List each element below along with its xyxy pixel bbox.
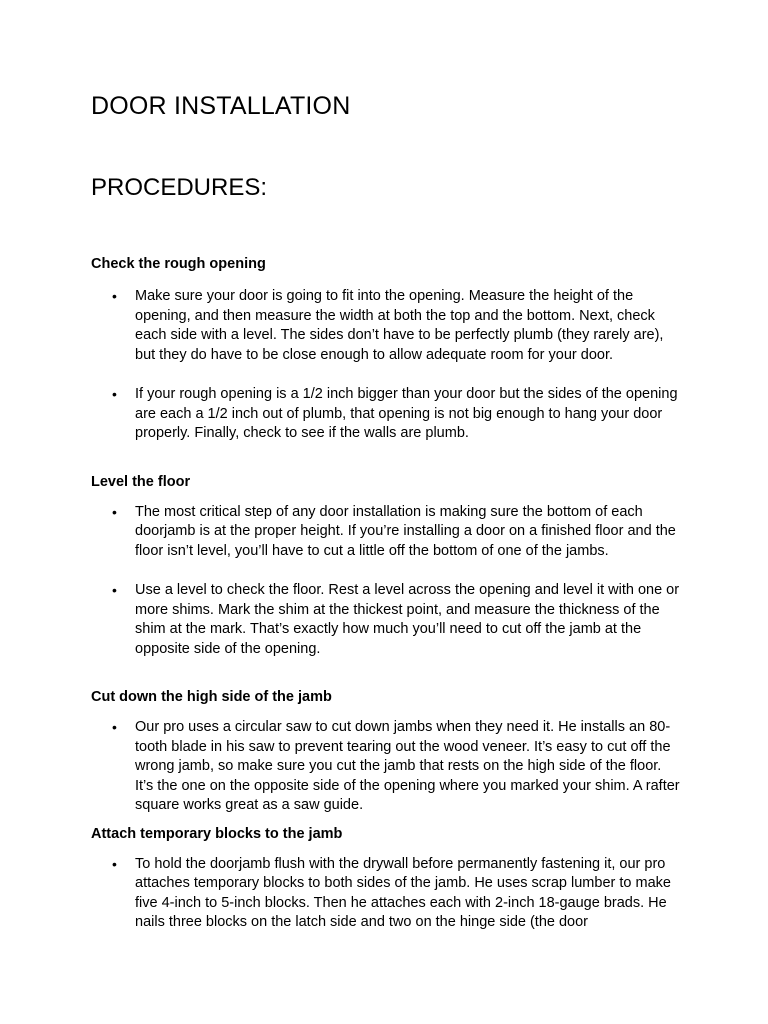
section-heading-check-rough-opening: Check the rough opening	[91, 256, 266, 272]
section-heading-attach-temporary-blocks: Attach temporary blocks to the jamb	[91, 825, 343, 842]
section-list-check-rough-opening	[91, 287, 691, 444]
list-item	[91, 287, 681, 365]
list-item-text: Our pro uses a circular saw to cut down jambs when they need it. He installs an 80-tooth blade in his saw to prevent tearing out the wood veneer. It’s easy to cut off the wrong jamb, so make sure you cut the jamb that rests on the high side of the floor. It’s the one on the opposite side of the opening where you marked your shim. A rafter square works great as a saw guide.	[135, 719, 680, 813]
list-item-text: To hold the doorjamb flush with the drywall before permanently fastening it, our pro attaches temporary blocks to both sides of the jamb. He uses scrap lumber to make five 4-inch to 5-inch blocks. Then he attaches each with 2-inch 18-gauge brads. He nails three blocks on the latch side and two on the hinge side (the door	[135, 855, 671, 930]
list-item	[91, 503, 681, 562]
bullet-icon: •	[112, 855, 117, 872]
list-item-text: If your rough opening is a 1/2 inch bigger than your door but the sides of the opening are each a 1/2 inch out of plumb, that opening is not big enough to hang your door properly. Finally, check to see if the walls are plumb.	[135, 386, 678, 441]
document-body	[91, 254, 691, 933]
document-subtitle: PROCEDURES:	[91, 174, 268, 201]
list-item	[91, 718, 681, 816]
list-item	[91, 385, 681, 444]
section-list-level-floor	[91, 503, 691, 660]
section-list-attach-temporary-blocks	[91, 855, 691, 933]
section-list-cut-high-side	[91, 718, 691, 816]
list-item	[91, 581, 681, 659]
document-title: DOOR INSTALLATION	[91, 92, 351, 120]
list-item-text: The most critical step of any door installation is making sure the bottom of each doorjamb is at the proper height. If you’re installing a door on a finished floor and the floor isn’t level, you’ll have to cut a little off the bottom of one of the jambs.	[135, 503, 676, 559]
list-item	[91, 855, 681, 933]
section-heading-level-floor: Level the floor	[91, 473, 191, 490]
bullet-icon: •	[112, 719, 117, 735]
section-heading-cut-high-side: Cut down the high side of the jamb	[91, 689, 332, 705]
list-item-text: Use a level to check the floor. Rest a level across the opening and level it with one or more shims. Mark the shim at the thickest point, and measure the thickness of the shim at the mark. That’s exactly how much you’ll need to cut off the jamb at the opposite side of the opening.	[135, 582, 680, 657]
bullet-icon: •	[112, 288, 117, 304]
bullet-icon: •	[112, 582, 117, 598]
bullet-icon: •	[112, 386, 117, 402]
bullet-icon: •	[112, 503, 117, 520]
list-item-text: Make sure your door is going to fit into the opening. Measure the height of the opening, and then measure the width at both the top and the bottom. Next, check each side with a level. The sides don’t have to be perfectly plumb (they rarely are), but they do have to be close enough to allow adequate room for your door.	[135, 288, 664, 363]
